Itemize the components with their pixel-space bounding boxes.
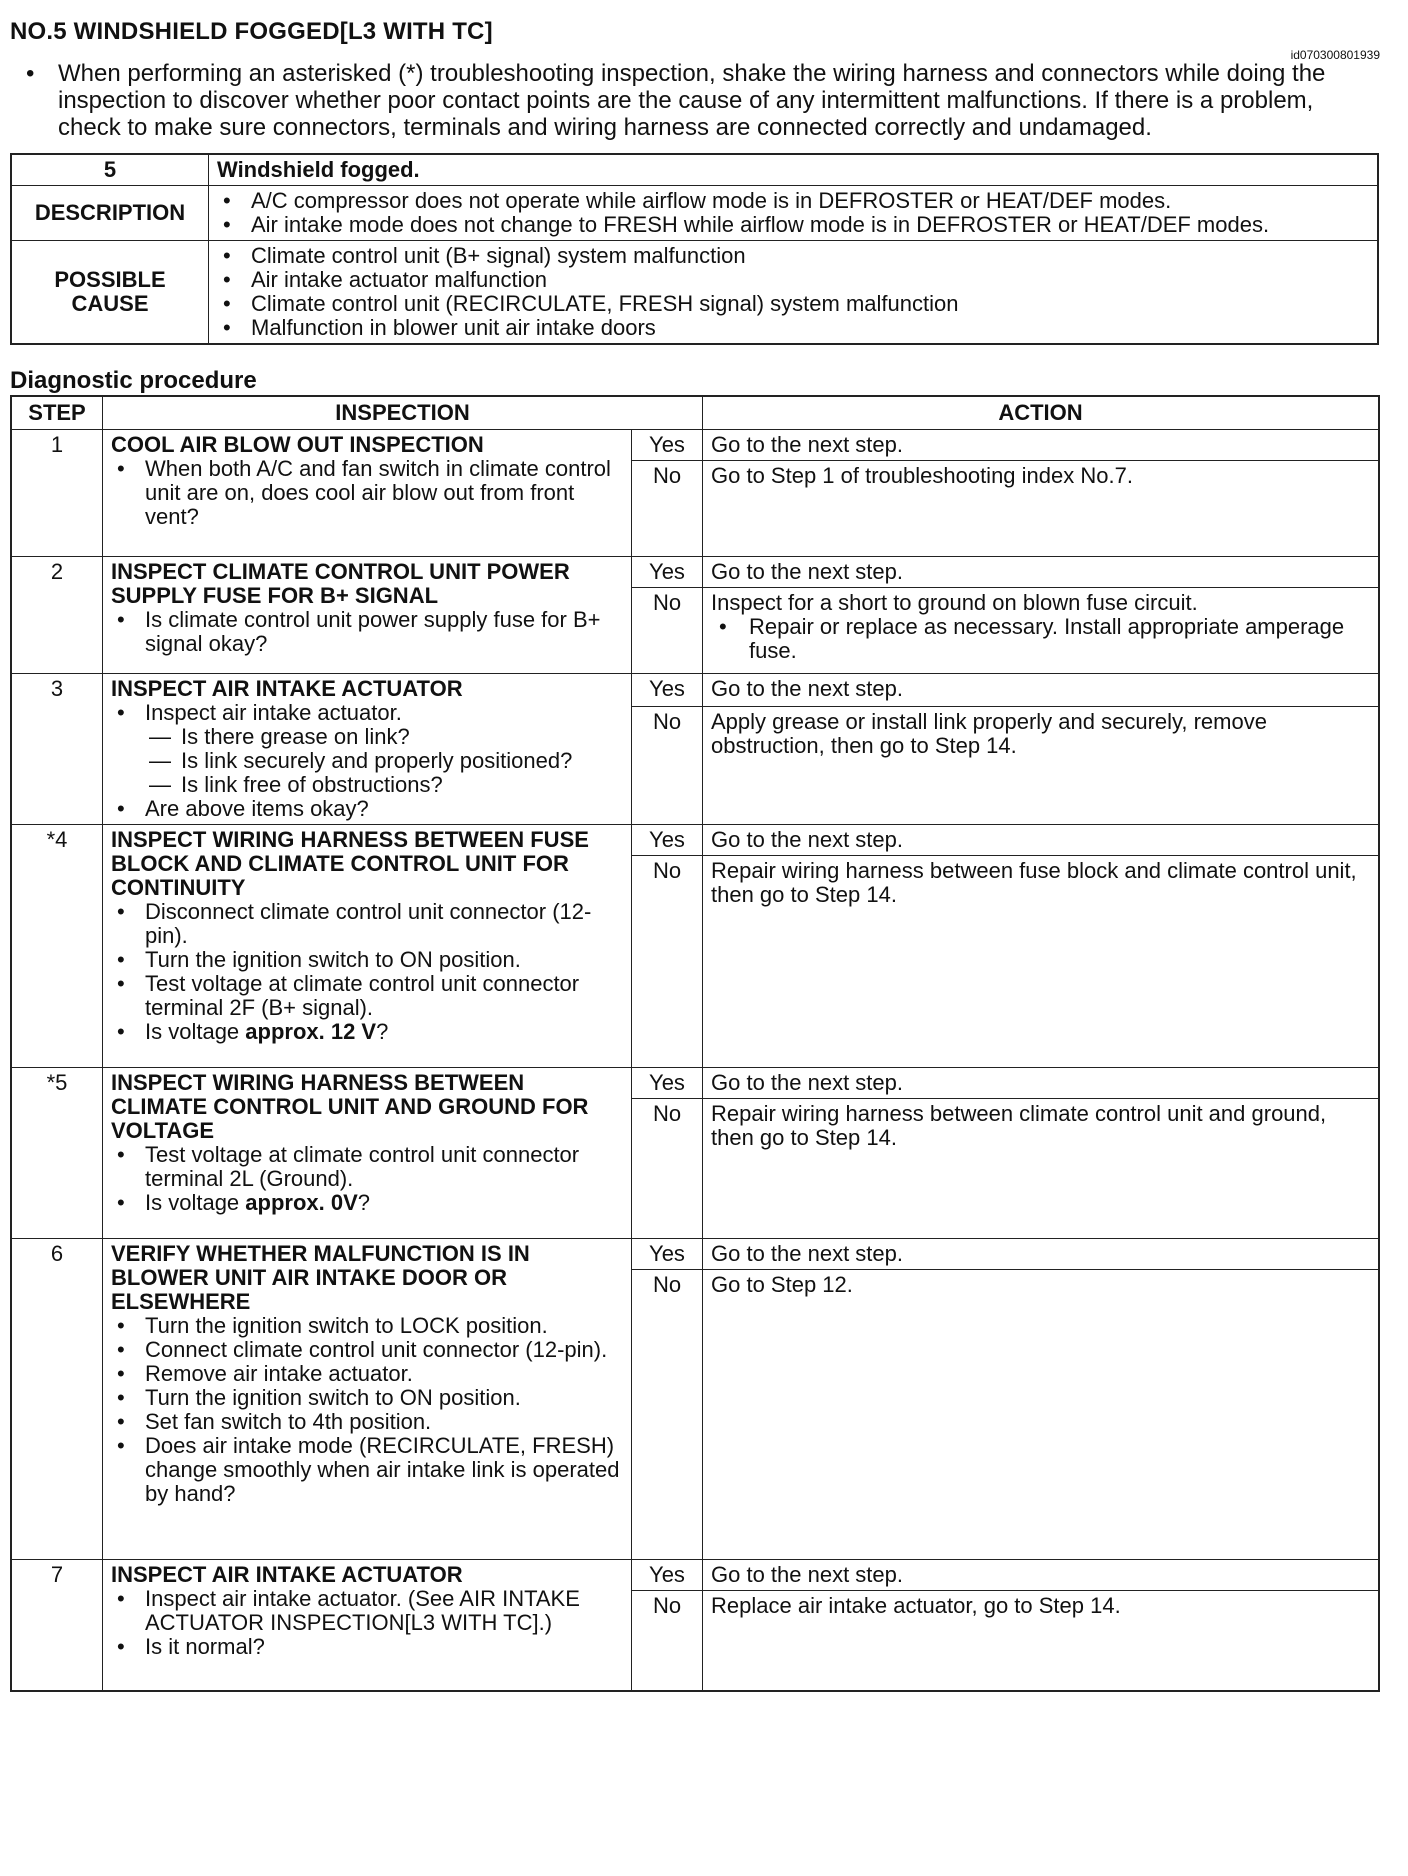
symptom-number: 5 <box>11 154 209 186</box>
possible-cause-label: POSSIBLE CAUSE <box>11 241 209 345</box>
description-label: DESCRIPTION <box>11 186 209 241</box>
table-row <box>11 1068 1379 1099</box>
yes-action: Go to the next step. <box>703 825 1380 856</box>
cause-item: • Air intake actuator malfunction <box>223 267 547 292</box>
table-header-row <box>11 396 1379 430</box>
col-step: STEP <box>11 396 103 430</box>
yes-label: Yes <box>632 557 703 588</box>
intro-text: When performing an asterisked (*) troubleshooting inspection, shake the wiring harness and connectors while doing the inspection to discover whether poor contact points are the cause of any intermittent malfunctions. If there is a problem, check to make sure connectors, terminals and wiring harness are connected correctly and undamaged. <box>58 60 1326 141</box>
no-action: Apply grease or install link properly and securely, remove obstruction, then go to Step 14. <box>703 707 1380 825</box>
no-action: Replace air intake actuator, go to Step 14. <box>703 1591 1380 1691</box>
yes-action: Go to the next step. <box>703 430 1380 461</box>
symptom-summary-table <box>10 153 1379 345</box>
table-row <box>11 674 1379 707</box>
no-label: No <box>632 461 703 557</box>
table-row <box>11 1239 1379 1270</box>
inspection-cell: INSPECT AIR INTAKE ACTUATOR • Inspect air intake actuator. (See AIR INTAKE ACTUATOR INSPECTION[L3 WITH TC].) • Is it normal? <box>103 1560 632 1691</box>
inspection-cell: INSPECT CLIMATE CONTROL UNIT POWER SUPPLY FUSE FOR B+ SIGNAL • Is climate control unit power supply fuse for B+ signal okay? <box>103 557 632 674</box>
yes-label: Yes <box>632 1560 703 1591</box>
step-number: *5 <box>11 1068 103 1239</box>
yes-label: Yes <box>632 825 703 856</box>
yes-label: Yes <box>632 1239 703 1270</box>
table-row <box>11 825 1379 856</box>
no-action: Inspect for a short to ground on blown fuse circuit. • Repair or replace as necessary. Install appropriate amperage fuse. <box>703 588 1380 674</box>
no-action: Go to Step 1 of troubleshooting index No.7. <box>703 461 1380 557</box>
no-label: No <box>632 856 703 1068</box>
no-label: No <box>632 1591 703 1691</box>
bullet-icon: • <box>26 60 35 87</box>
step-number: 7 <box>11 1560 103 1691</box>
inspection-cell: INSPECT WIRING HARNESS BETWEEN FUSE BLOCK AND CLIMATE CONTROL UNIT FOR CONTINUITY • Disconnect climate control unit connector (12-pin). • Turn the ignition switch to ON position. • Test voltage at climate control unit connector terminal 2F (B+ signal). • Is voltage approx. 12 V? <box>103 825 632 1068</box>
no-action: Repair wiring harness between climate control unit and ground, then go to Step 14. <box>703 1099 1380 1239</box>
step-number: 3 <box>11 674 103 825</box>
no-label: No <box>632 1099 703 1239</box>
page-title: NO.5 WINDSHIELD FOGGED[L3 WITH TC] <box>10 18 493 45</box>
description-item: • A/C compressor does not operate while airflow mode is in DEFROSTER or HEAT/DEF modes. <box>223 188 1172 213</box>
no-label: No <box>632 588 703 674</box>
table-row <box>11 557 1379 588</box>
cause-item: • Malfunction in blower unit air intake doors <box>223 315 656 340</box>
yes-label: Yes <box>632 674 703 707</box>
yes-action: Go to the next step. <box>703 1068 1380 1099</box>
description-item: • Air intake mode does not change to FRESH while airflow mode is in DEFROSTER or HEAT/DEF modes. <box>223 212 1270 237</box>
table-row <box>11 1560 1379 1591</box>
yes-label: Yes <box>632 1068 703 1099</box>
inspection-cell: COOL AIR BLOW OUT INSPECTION • When both A/C and fan switch in climate control unit are on, does cool air blow out from front vent? <box>103 430 632 557</box>
section-heading: Diagnostic procedure <box>10 367 257 394</box>
page <box>10 18 1380 1692</box>
inspection-cell: INSPECT AIR INTAKE ACTUATOR • Inspect air intake actuator. — Is there grease on link? — Is link securely and properly positioned? — Is link free of obstructions? • Are above items okay? <box>103 674 632 825</box>
yes-action: Go to the next step. <box>703 1239 1380 1270</box>
yes-action: Go to the next step. <box>703 674 1380 707</box>
cause-item: • Climate control unit (RECIRCULATE, FRESH signal) system malfunction <box>223 291 959 316</box>
no-label: No <box>632 707 703 825</box>
yes-action: Go to the next step. <box>703 1560 1380 1591</box>
col-inspection: INSPECTION <box>103 396 703 430</box>
step-number: *4 <box>11 825 103 1068</box>
intro-note <box>10 60 1380 141</box>
inspection-cell: VERIFY WHETHER MALFUNCTION IS IN BLOWER UNIT AIR INTAKE DOOR OR ELSEWHERE • Turn the ignition switch to LOCK position. • Connect climate control unit connector (12-pin). • Remove air intake actuator. • Turn the ignition switch to ON position. • Set fan switch to 4th position. • Does air intake mode (RECIRCULATE, FRESH) change smoothly when air intake link is operated by hand? <box>103 1239 632 1560</box>
no-action: Repair wiring harness between fuse block and climate control unit, then go to Step 14. <box>703 856 1380 1068</box>
step-number: 2 <box>11 557 103 674</box>
possible-cause-cell <box>209 241 1379 345</box>
yes-label: Yes <box>632 430 703 461</box>
description-cell <box>209 186 1379 241</box>
no-action: Go to Step 12. <box>703 1270 1380 1560</box>
symptom-title: Windshield fogged. <box>209 154 1379 186</box>
col-action: ACTION <box>703 396 1380 430</box>
cause-item: • Climate control unit (B+ signal) system malfunction <box>223 243 746 268</box>
inspection-cell: INSPECT WIRING HARNESS BETWEEN CLIMATE CONTROL UNIT AND GROUND FOR VOLTAGE • Test voltage at climate control unit connector terminal 2L (Ground). • Is voltage approx. 0V? <box>103 1068 632 1239</box>
table-row <box>11 430 1379 461</box>
step-number: 1 <box>11 430 103 557</box>
yes-action: Go to the next step. <box>703 557 1380 588</box>
diagnostic-table <box>10 395 1380 1692</box>
document-id: id070300801939 <box>1290 48 1380 62</box>
no-label: No <box>632 1270 703 1560</box>
step-number: 6 <box>11 1239 103 1560</box>
